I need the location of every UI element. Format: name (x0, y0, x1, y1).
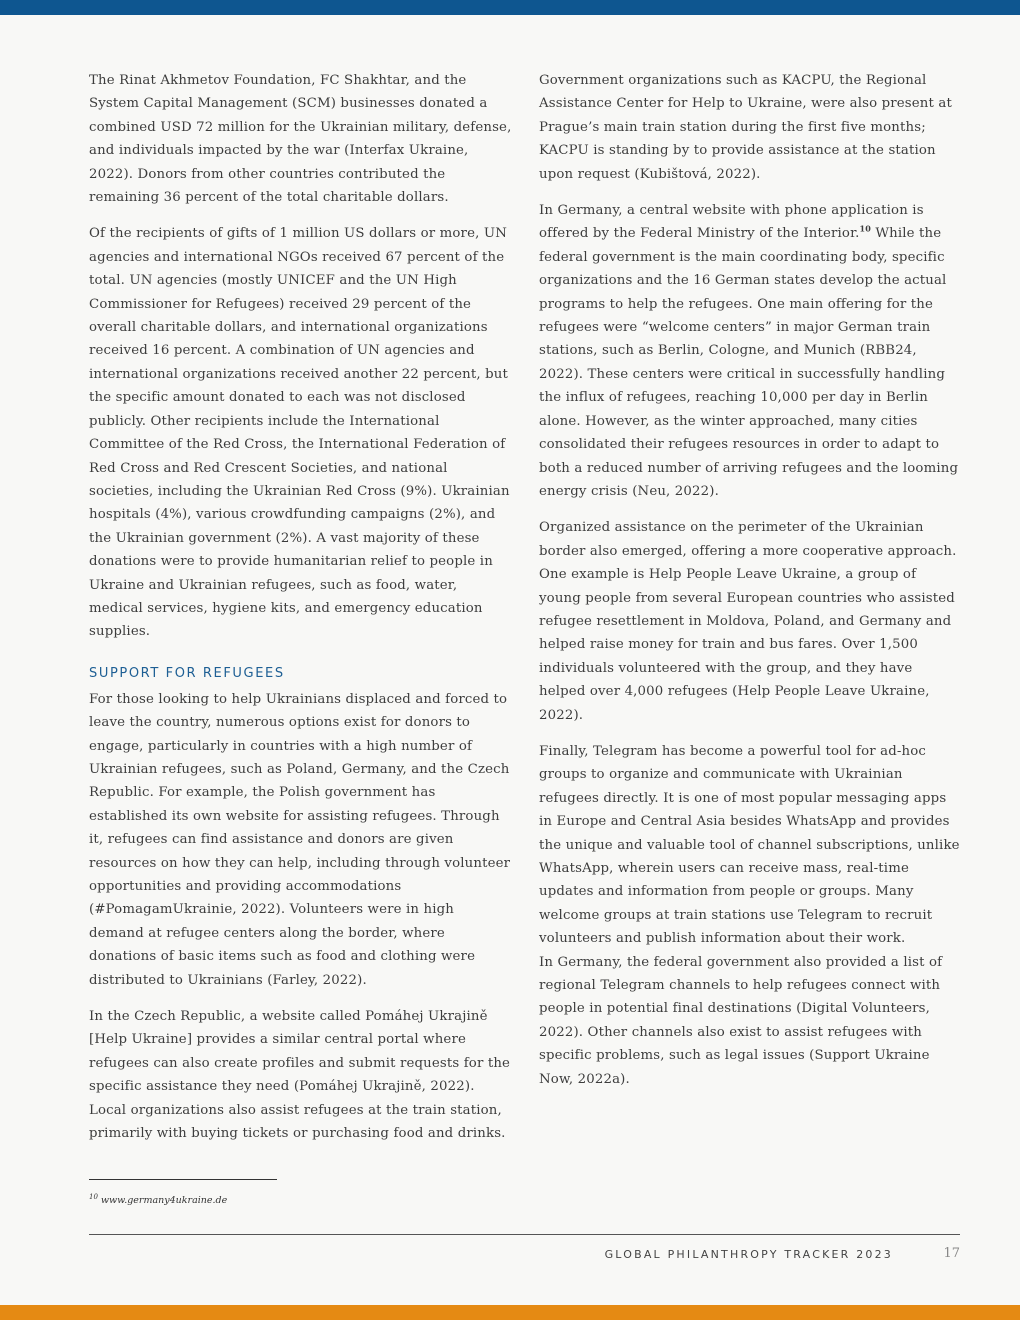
footnote-reference: 10 (859, 224, 871, 235)
body-paragraph: Of the recipients of gifts of 1 million US dollars or more, UN agencies and international NGOs received 67 percent of the total. UN agencies (mostly UNICEF and the UN High Commissioner for Refugees) received 29 percent of the overall charitable dollars, and international organizations received 16 percent. A combination of UN agencies and international organizations received another 22 percent, but the specific amount donated to each was not disclosed publicly. Other recipients include the International Committee of the Red Cross, the International Federation of Red Cross and Red Crescent Societies, and national societies, including the Ukrainian Red Cross (9%). Ukrainian hospitals (4%), various crowdfunding campaigns (2%), and the Ukrainian government (2%). A vast majority of these donations were to provide humanitarian relief to people in Ukraine and Ukrainian refugees, such as food, water, medical services, hygiene kits, and emergency education supplies. (89, 226, 510, 640)
footer-divider (89, 1234, 960, 1235)
paragraph-text: In Germany, a central website with phone application is offered by the Federal Ministry of the Interior. (539, 203, 924, 242)
body-paragraph: Organized assistance on the perimeter of the Ukrainian border also emerged, offering a more cooperative approach. One example is Help People Leave Ukraine, a group of young people from several European countries who assisted refugee resettlement in Moldova, Poland, and Germany and helped raise money for train and bus fares. Over 1,500 individuals volunteered with the group, and they have helped over 4,000 refugees (Help People Leave Ukraine, 2022). (539, 520, 957, 723)
body-paragraph: For those looking to help Ukrainians displaced and forced to leave the country, numerous options exist for donors to engage, particularly in countries with a high number of Ukrainian refugees, such as Poland, Germany, and the Czech Republic. For example, the Polish government has established its own website for assisting refugees. Through it, refugees can find assistance and donors are given resources on how they can help, including through volunteer opportunities and providing accommodations (#PomagamUkrainie, 2022). Volunteers were in high demand at refugee centers along the border, where donations of basic items such as food and clothing were distributed to Ukrainians (Farley, 2022). (89, 691, 511, 988)
section-heading: SUPPORT FOR REFUGEES (89, 665, 285, 681)
footnote-text: www.germany4ukraine.de (100, 1195, 228, 1206)
right-column (539, 69, 962, 1104)
footer-publication-title: GLOBAL PHILANTHROPY TRACKER 2023 (604, 1248, 893, 1261)
body-paragraph: In the Czech Republic, a website called Pomáhej Ukrajině [Help Ukraine] provides a similar central portal where refugees can also create profiles and submit requests for the specific assistance they need (Pomáhej Ukrajině, 2022). Local organizations also assist refugees at the train station, primarily with buying tickets or purchasing food and drinks. (89, 1009, 511, 1142)
page-number: 17 (943, 1246, 960, 1261)
body-paragraph: The Rinat Akhmetov Foundation, FC Shakhtar, and the System Capital Management (SCM) businesses donated a combined USD 72 million for the Ukrainian military, defense, and individuals impacted by the war (Interfax Ukraine, 2022). Donors from other countries contributed the remaining 36 percent of the total charitable dollars. (89, 73, 512, 206)
left-column (89, 69, 512, 1158)
footnote (89, 1193, 227, 1209)
paragraph-text: While the federal government is the main coordinating body, specific organizations and the 16 German states develop the actual programs to help the refugees. One main offering for the refugees were “welcome centers” in major German train stations, such as Berlin, Cologne, and Munich (RBB24, 2022). These centers were critical in successfully handling the influx of refugees, reaching 10,000 per day in Berlin alone. However, as the winter approached, many cities consolidated their refugees resources in order to adapt to both a reduced number of arriving refugees and the looming energy crisis (Neu, 2022). (539, 226, 959, 499)
footnote-number: 10 (89, 1192, 98, 1201)
body-paragraph: In Germany, the federal government also provided a list of regional Telegram channels to help refugees connect with people in potential final destinations (Digital Volunteers, 2022). Other channels also exist to assist refugees with specific problems, such as legal issues (Support Ukraine Now, 2022a). (539, 954, 943, 1087)
bottom-accent-bar (0, 1305, 1020, 1320)
body-paragraph: Finally, Telegram has become a powerful tool for ad-hoc groups to organize and communicate with Ukrainian refugees directly. It is one of most popular messaging apps in Europe and Central Asia besides WhatsApp and provides the unique and valuable tool of channel subscriptions, unlike WhatsApp, wherein users can receive mass, real-time updates and information from people or groups. Many welcome groups at train stations use Telegram to recruit volunteers and publish information about their work. (539, 743, 960, 947)
footnote-divider (89, 1179, 277, 1180)
body-paragraph: Government organizations such as KACPU, the Regional Assistance Center for Help to Ukraine, were also present at Prague’s main train station during the first five months; KACPU is standing by to provide assistance at the station upon request (Kubištová, 2022). (539, 73, 952, 182)
top-accent-bar (0, 0, 1020, 15)
body-paragraph-with-footnote (539, 199, 962, 503)
